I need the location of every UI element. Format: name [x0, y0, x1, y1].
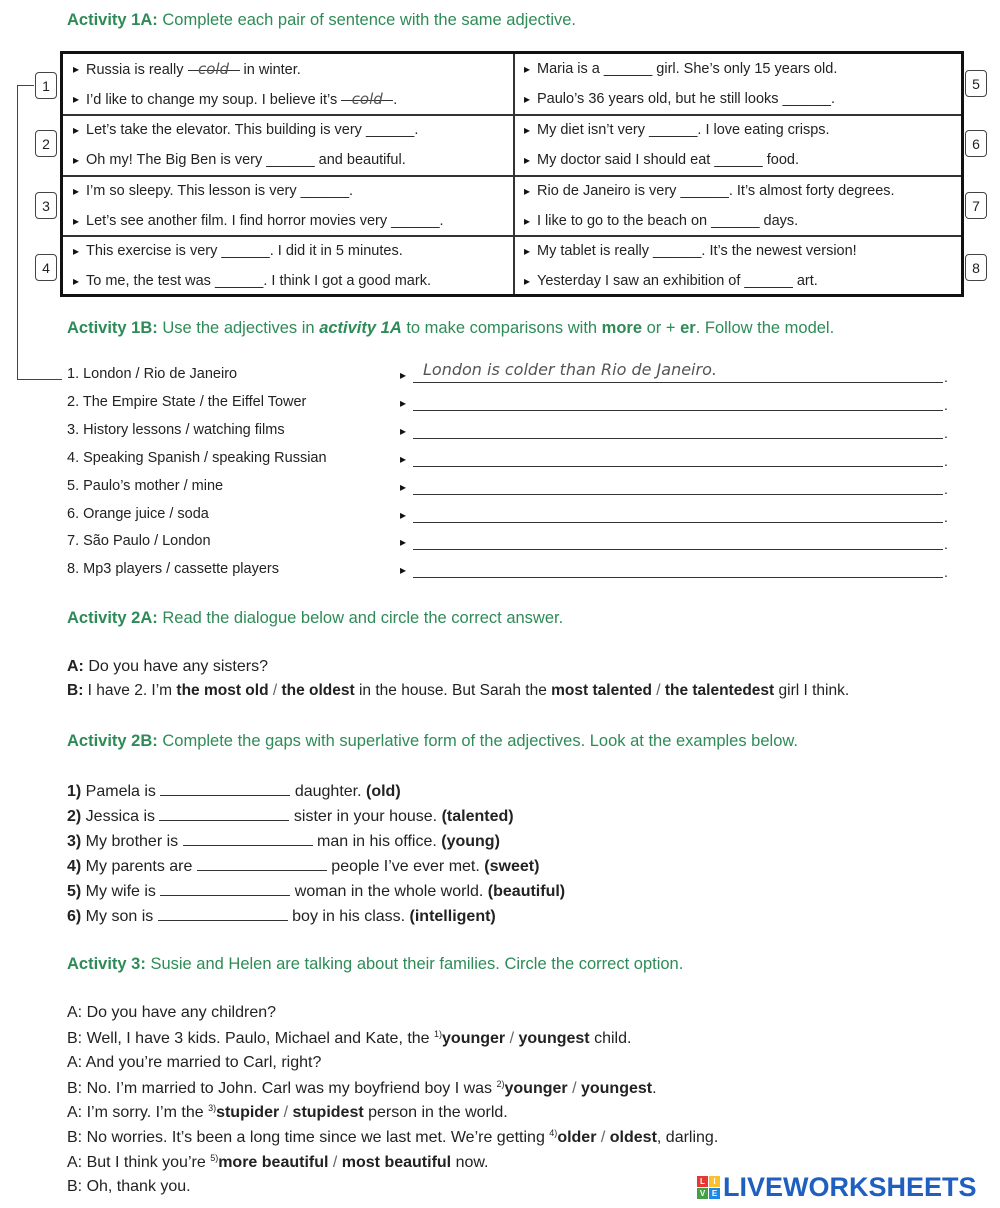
option[interactable]: the oldest — [281, 682, 355, 699]
option[interactable]: older — [557, 1129, 597, 1146]
arrow-icon: ▸ — [400, 368, 407, 382]
sentence: ▸ Yesterday I saw an exhibition of ______ art. — [524, 266, 964, 296]
logo-mark-icon: L I V E — [697, 1176, 720, 1199]
pair-1 — [73, 54, 513, 114]
answer-line[interactable] — [413, 535, 943, 550]
dialogue-line: B: Well, I have 3 kids. Paulo, Michael and Kate, the $^{1)}$younger / youngest child. — [67, 1029, 632, 1047]
model-answer: London is colder than Rio de Janeiro. — [423, 360, 717, 379]
dialogue-line-b: B: I have 2. I’m the most old / the oldest in the house. But Sarah the most talented / the talentedest girl I think. — [67, 682, 850, 699]
connector-line — [17, 85, 34, 86]
answer-line[interactable] — [413, 424, 943, 439]
option[interactable]: younger — [504, 1080, 568, 1097]
comparison-item: 2. The Empire State / the Eiffel Tower — [67, 394, 307, 410]
sentence-pairs-table — [60, 51, 964, 297]
superlative-item: 3) My brother is man in his office. (young) — [67, 833, 500, 850]
sentence: ▸ My tablet is really ______. It’s the newest version! — [524, 236, 964, 266]
comparison-item: 5. Paulo’s mother / mine — [67, 478, 224, 494]
pair-5 — [524, 54, 964, 114]
superlative-item: 4) My parents are people I’ve ever met. (sweet) — [67, 858, 540, 875]
option[interactable]: the most old — [176, 682, 269, 699]
comparison-item: 8. Mp3 players / cassette players — [67, 561, 279, 577]
option[interactable]: youngest — [518, 1030, 590, 1047]
answer-blank[interactable]: cold — [341, 84, 393, 101]
option[interactable]: stupidest — [292, 1104, 364, 1121]
option[interactable]: most talented — [551, 682, 652, 699]
pair-number-6: 6 — [965, 130, 987, 157]
arrow-icon: ▸ — [400, 480, 407, 494]
arrow-icon: ▸ — [400, 563, 407, 577]
sentence: ▸ Let’s take the elevator. This building is very ______. — [73, 115, 513, 145]
answer-line[interactable] — [413, 396, 943, 411]
option[interactable]: younger — [442, 1030, 506, 1047]
sentence: ▸ Rio de Janeiro is very ______. It’s almost forty degrees. — [524, 176, 964, 206]
activity-2b-heading: Activity 2B: Complete the gaps with superlative form of the adjectives. Look at the examples below. — [67, 732, 798, 750]
arrow-icon: ▸ — [400, 396, 407, 410]
dialogue-line: A: But I think you’re $^{5)}$more beautiful / most beautiful now. — [67, 1153, 489, 1171]
option[interactable]: most beautiful — [341, 1154, 452, 1171]
sentence: ▸ My doctor said I should eat ______ food. — [524, 145, 964, 175]
arrow-icon: ▸ — [400, 535, 407, 549]
sentence: ▸ Paulo’s 36 years old, but he still looks ______. — [524, 84, 964, 114]
line-end: . — [944, 453, 948, 469]
gap-blank[interactable] — [160, 881, 290, 896]
sentence: ▸ To me, the test was ______. I think I got a good mark. — [73, 266, 513, 296]
option[interactable]: youngest — [580, 1080, 653, 1097]
sentence: ▸ Oh my! The Big Ben is very ______ and beautiful. — [73, 145, 513, 175]
answer-line[interactable] — [413, 480, 943, 495]
arrow-icon: ▸ — [400, 452, 407, 466]
gap-blank[interactable] — [160, 781, 290, 796]
line-end: . — [944, 481, 948, 497]
pair-number-4: 4 — [35, 254, 57, 281]
comparison-item: 6. Orange juice / soda — [67, 506, 209, 522]
dialogue-line: B: No. I’m married to John. Carl was my boyfriend boy I was $^{2)}$younger / youngest. — [67, 1079, 657, 1097]
line-end: . — [944, 369, 948, 385]
line-end: . — [944, 564, 948, 580]
comparison-item: 1. London / Rio de Janeiro — [67, 366, 238, 382]
sentence: ▸ Maria is a ______ girl. She’s only 15 years old. — [524, 54, 964, 84]
line-end: . — [944, 536, 948, 552]
activity-3-heading: Activity 3: Susie and Helen are talking about their families. Circle the correct option. — [67, 955, 684, 973]
activity-1b-heading: Activity 1B: Use the adjectives in activity 1A to make comparisons with more or + er. Follow the model. — [67, 319, 835, 337]
table-divider — [513, 54, 515, 294]
gap-blank[interactable] — [158, 906, 288, 921]
option[interactable]: the talentedest — [664, 682, 775, 699]
answer-blank[interactable]: cold — [188, 54, 240, 71]
answer-line[interactable] — [413, 452, 943, 467]
option[interactable]: oldest — [609, 1129, 657, 1146]
comparison-item: 4. Speaking Spanish / speaking Russian — [67, 450, 327, 466]
superlative-item: 1) Pamela is daughter. (old) — [67, 783, 401, 800]
dialogue-line: B: No worries. It’s been a long time since we last met. We’re getting $^{4)}$older / oldest, darling. — [67, 1128, 719, 1146]
pair-3 — [73, 176, 513, 236]
answer-line[interactable] — [413, 563, 943, 578]
pair-4 — [73, 236, 513, 296]
gap-blank[interactable] — [159, 806, 289, 821]
line-end: . — [944, 397, 948, 413]
line-end: . — [944, 509, 948, 525]
dialogue-line: B: Oh, thank you. — [67, 1178, 191, 1195]
pair-6 — [524, 115, 964, 175]
connector-line — [17, 85, 18, 380]
superlative-item: 2) Jessica is sister in your house. (talented) — [67, 808, 514, 825]
dialogue-line: A: Do you have any children? — [67, 1004, 277, 1021]
activity-2a-heading: Activity 2A: Read the dialogue below and circle the correct answer. — [67, 609, 564, 627]
sentence: ▸ My diet isn’t very ______. I love eating crisps. — [524, 115, 964, 145]
pair-number-2: 2 — [35, 130, 57, 157]
pair-number-5: 5 — [965, 70, 987, 97]
answer-line[interactable] — [413, 360, 943, 383]
option[interactable]: stupider — [216, 1104, 280, 1121]
gap-blank[interactable] — [197, 856, 327, 871]
pair-number-1: 1 — [35, 72, 57, 99]
sentence: ▸ I like to go to the beach on ______ days. — [524, 206, 964, 236]
pair-2 — [73, 115, 513, 175]
dialogue-line: A: And you’re married to Carl, right? — [67, 1054, 322, 1071]
comparison-item: 3. History lessons / watching films — [67, 422, 285, 438]
arrow-icon: ▸ — [400, 424, 407, 438]
sentence: ▸ Russia is really cold in winter. — [73, 54, 513, 84]
superlative-item: 6) My son is boy in his class. (intelligent) — [67, 908, 496, 925]
pair-8 — [524, 236, 964, 296]
sentence: ▸ This exercise is very ______. I did it in 5 minutes. — [73, 236, 513, 266]
liveworksheets-logo[interactable] — [697, 1172, 977, 1202]
pair-number-3: 3 — [35, 192, 57, 219]
comparison-item: 7. São Paulo / London — [67, 533, 211, 549]
answer-line[interactable] — [413, 508, 943, 523]
sentence: ▸ I’d like to change my soup. I believe it’s cold . — [73, 84, 513, 114]
superlative-item: 5) My wife is woman in the whole world. (beautiful) — [67, 883, 566, 900]
dialogue-line: A: I’m sorry. I’m the $^{3)}$stupider / stupidest person in the world. — [67, 1103, 508, 1121]
arrow-icon: ▸ — [400, 508, 407, 522]
gap-blank[interactable] — [183, 831, 313, 846]
option[interactable]: more beautiful — [218, 1154, 329, 1171]
dialogue-line-a: A: Do you have any sisters? — [67, 658, 268, 675]
pair-number-8: 8 — [965, 254, 987, 281]
connector-line — [17, 379, 62, 380]
activity-1a-heading: Activity 1A: Complete each pair of sentence with the same adjective. — [67, 11, 577, 29]
sentence: ▸ Let’s see another film. I find horror movies very ______. — [73, 206, 513, 236]
pair-number-7: 7 — [965, 192, 987, 219]
sentence: ▸ I’m so sleepy. This lesson is very ______. — [73, 176, 513, 206]
pair-7 — [524, 176, 964, 236]
line-end: . — [944, 425, 948, 441]
logo-text: LIVEWORKSHEETS — [723, 1171, 977, 1202]
